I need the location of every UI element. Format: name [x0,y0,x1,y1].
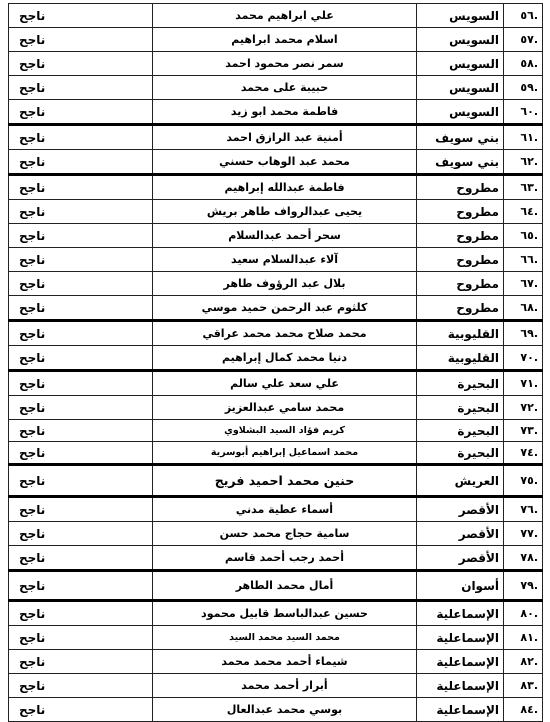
student-name-cell: فاطمة محمد ابو زيد [153,100,417,125]
row-number: .٧٠ [504,346,543,371]
table-row [9,698,543,722]
governorate-cell: العريش [417,465,504,497]
row-number: .٦٢ [504,150,543,175]
row-number: .٧٨ [504,546,543,571]
governorate-cell: مطروح [417,175,504,200]
governorate-cell: أسوان [417,571,504,601]
governorate-cell: السويس [417,4,504,28]
table-row [9,125,543,150]
row-number: .٧٤ [504,442,543,465]
result-status-cell: ناجح [9,4,153,28]
row-number: .٦٤ [504,200,543,224]
table-row [9,396,543,420]
governorate-cell: الأقصر [417,522,504,546]
student-name-cell: أحمد رجب أحمد قاسم [153,546,417,571]
governorate-cell: السويس [417,52,504,76]
row-number: .٧٦ [504,497,543,522]
table-row [9,420,543,442]
table-row [9,601,543,626]
governorate-cell: مطروح [417,296,504,321]
result-status-cell: ناجح [9,150,153,175]
student-name-cell: محمد اسماعيل إبراهيم أبوسرية [153,442,417,465]
student-name-cell: حنين محمد احميد فريج [153,465,417,497]
student-name-cell: يحيى عبدالرواف طاهر بريش [153,200,417,224]
student-name-cell: كريم فؤاد السيد البشلاوي [153,420,417,442]
governorate-cell: السويس [417,100,504,125]
row-number: .٧٧ [504,522,543,546]
governorate-cell: مطروح [417,248,504,272]
student-name-cell: أبرار أحمد محمد [153,674,417,698]
governorate-cell: القليوبية [417,321,504,346]
row-number: .٨٤ [504,698,543,722]
result-status-cell: ناجح [9,100,153,125]
row-number: .٦٨ [504,296,543,321]
row-number: .٦٣ [504,175,543,200]
governorate-cell: القليوبية [417,346,504,371]
governorate-cell: بني سويف [417,150,504,175]
row-number: .٧٣ [504,420,543,442]
table-row [9,371,543,396]
table-row [9,224,543,248]
governorate-cell: الإسماعلية [417,674,504,698]
student-name-cell: أمنية عبد الرازق احمد [153,125,417,150]
student-name-cell: سامية حجاج محمد حسن [153,522,417,546]
row-number: .٧٢ [504,396,543,420]
student-name-cell: أسماء عطية مدني [153,497,417,522]
table-row [9,150,543,175]
governorate-cell: السويس [417,28,504,52]
governorate-cell: الإسماعلية [417,698,504,722]
row-number: .٦٠ [504,100,543,125]
table-row [9,296,543,321]
row-number: .٦٩ [504,321,543,346]
result-status-cell: ناجح [9,200,153,224]
student-name-cell: كلثوم عبد الرحمن حميد موسي [153,296,417,321]
governorate-cell: البحيرة [417,442,504,465]
student-name-cell: سمر نصر محمود احمد [153,52,417,76]
row-number: .٨٢ [504,650,543,674]
results-table [8,3,543,722]
table-row [9,76,543,100]
result-status-cell: ناجح [9,28,153,52]
result-status-cell: ناجح [9,698,153,722]
governorate-cell: البحيرة [417,371,504,396]
governorate-cell: الأقصر [417,497,504,522]
row-number: .٥٨ [504,52,543,76]
result-status-cell: ناجح [9,674,153,698]
result-status-cell: ناجح [9,272,153,296]
student-name-cell: محمد صلاح محمد محمد عراقي [153,321,417,346]
table-row [9,346,543,371]
result-status-cell: ناجح [9,396,153,420]
table-row [9,650,543,674]
student-name-cell: علي ابراهيم محمد [153,4,417,28]
row-number: .٧٩ [504,571,543,601]
row-number: .٧٥ [504,465,543,497]
student-name-cell: أمال محمد الطاهر [153,571,417,601]
table-row [9,28,543,52]
governorate-cell: الإسماعلية [417,601,504,626]
table-row [9,248,543,272]
result-status-cell: ناجح [9,442,153,465]
table-row [9,465,543,497]
result-status-cell: ناجح [9,52,153,76]
result-status-cell: ناجح [9,296,153,321]
result-status-cell: ناجح [9,497,153,522]
student-name-cell: دنيا محمد كمال إبراهيم [153,346,417,371]
governorate-cell: البحيرة [417,420,504,442]
governorate-cell: الإسماعلية [417,626,504,650]
student-name-cell: آلاء عبدالسلام سعيد [153,248,417,272]
result-status-cell: ناجح [9,420,153,442]
governorate-cell: مطروح [417,224,504,248]
result-status-cell: ناجح [9,371,153,396]
result-status-cell: ناجح [9,626,153,650]
result-status-cell: ناجح [9,125,153,150]
table-row [9,200,543,224]
row-number: .٥٦ [504,4,543,28]
student-name-cell: محمد السيد محمد السيد [153,626,417,650]
result-status-cell: ناجح [9,175,153,200]
result-status-cell: ناجح [9,650,153,674]
table-row [9,674,543,698]
result-status-cell: ناجح [9,321,153,346]
student-name-cell: فاطمة عبدالله إبراهيم [153,175,417,200]
row-number: .٦٦ [504,248,543,272]
governorate-cell: بني سويف [417,125,504,150]
governorate-cell: السويس [417,76,504,100]
student-name-cell: علي سعد علي سالم [153,371,417,396]
table-row [9,497,543,522]
result-status-cell: ناجح [9,248,153,272]
table-row [9,272,543,296]
row-number: .٥٧ [504,28,543,52]
table-row [9,321,543,346]
governorate-cell: مطروح [417,200,504,224]
table-row [9,571,543,601]
table-row [9,4,543,28]
row-number: .٨٣ [504,674,543,698]
result-status-cell: ناجح [9,546,153,571]
row-number: .٨١ [504,626,543,650]
student-name-cell: بلال عبد الرؤوف طاهر [153,272,417,296]
row-number: .٨٠ [504,601,543,626]
governorate-cell: البحيرة [417,396,504,420]
student-name-cell: حبيبة على محمد [153,76,417,100]
student-name-cell: سحر أحمد عبدالسلام [153,224,417,248]
table-row [9,442,543,465]
table-row [9,175,543,200]
row-number: .٧١ [504,371,543,396]
table-row [9,100,543,125]
governorate-cell: الأقصر [417,546,504,571]
governorate-cell: مطروح [417,272,504,296]
student-name-cell: محمد سامي عبدالعزيز [153,396,417,420]
result-status-cell: ناجح [9,601,153,626]
result-status-cell: ناجح [9,522,153,546]
student-name-cell: اسلام محمد ابراهيم [153,28,417,52]
student-name-cell: شيماء أحمد محمد محمد [153,650,417,674]
row-number: .٦٧ [504,272,543,296]
result-status-cell: ناجح [9,346,153,371]
result-status-cell: ناجح [9,76,153,100]
row-number: .٦١ [504,125,543,150]
governorate-cell: الإسماعلية [417,650,504,674]
table-row [9,546,543,571]
row-number: .٥٩ [504,76,543,100]
table-row [9,522,543,546]
results-sheet [8,3,543,722]
result-status-cell: ناجح [9,224,153,248]
student-name-cell: محمد عبد الوهاب حسني [153,150,417,175]
student-name-cell: بوسي محمد عبدالعال [153,698,417,722]
table-row [9,626,543,650]
table-row [9,52,543,76]
student-name-cell: حسين عبدالباسط قابيل محمود [153,601,417,626]
result-status-cell: ناجح [9,465,153,497]
result-status-cell: ناجح [9,571,153,601]
row-number: .٦٥ [504,224,543,248]
